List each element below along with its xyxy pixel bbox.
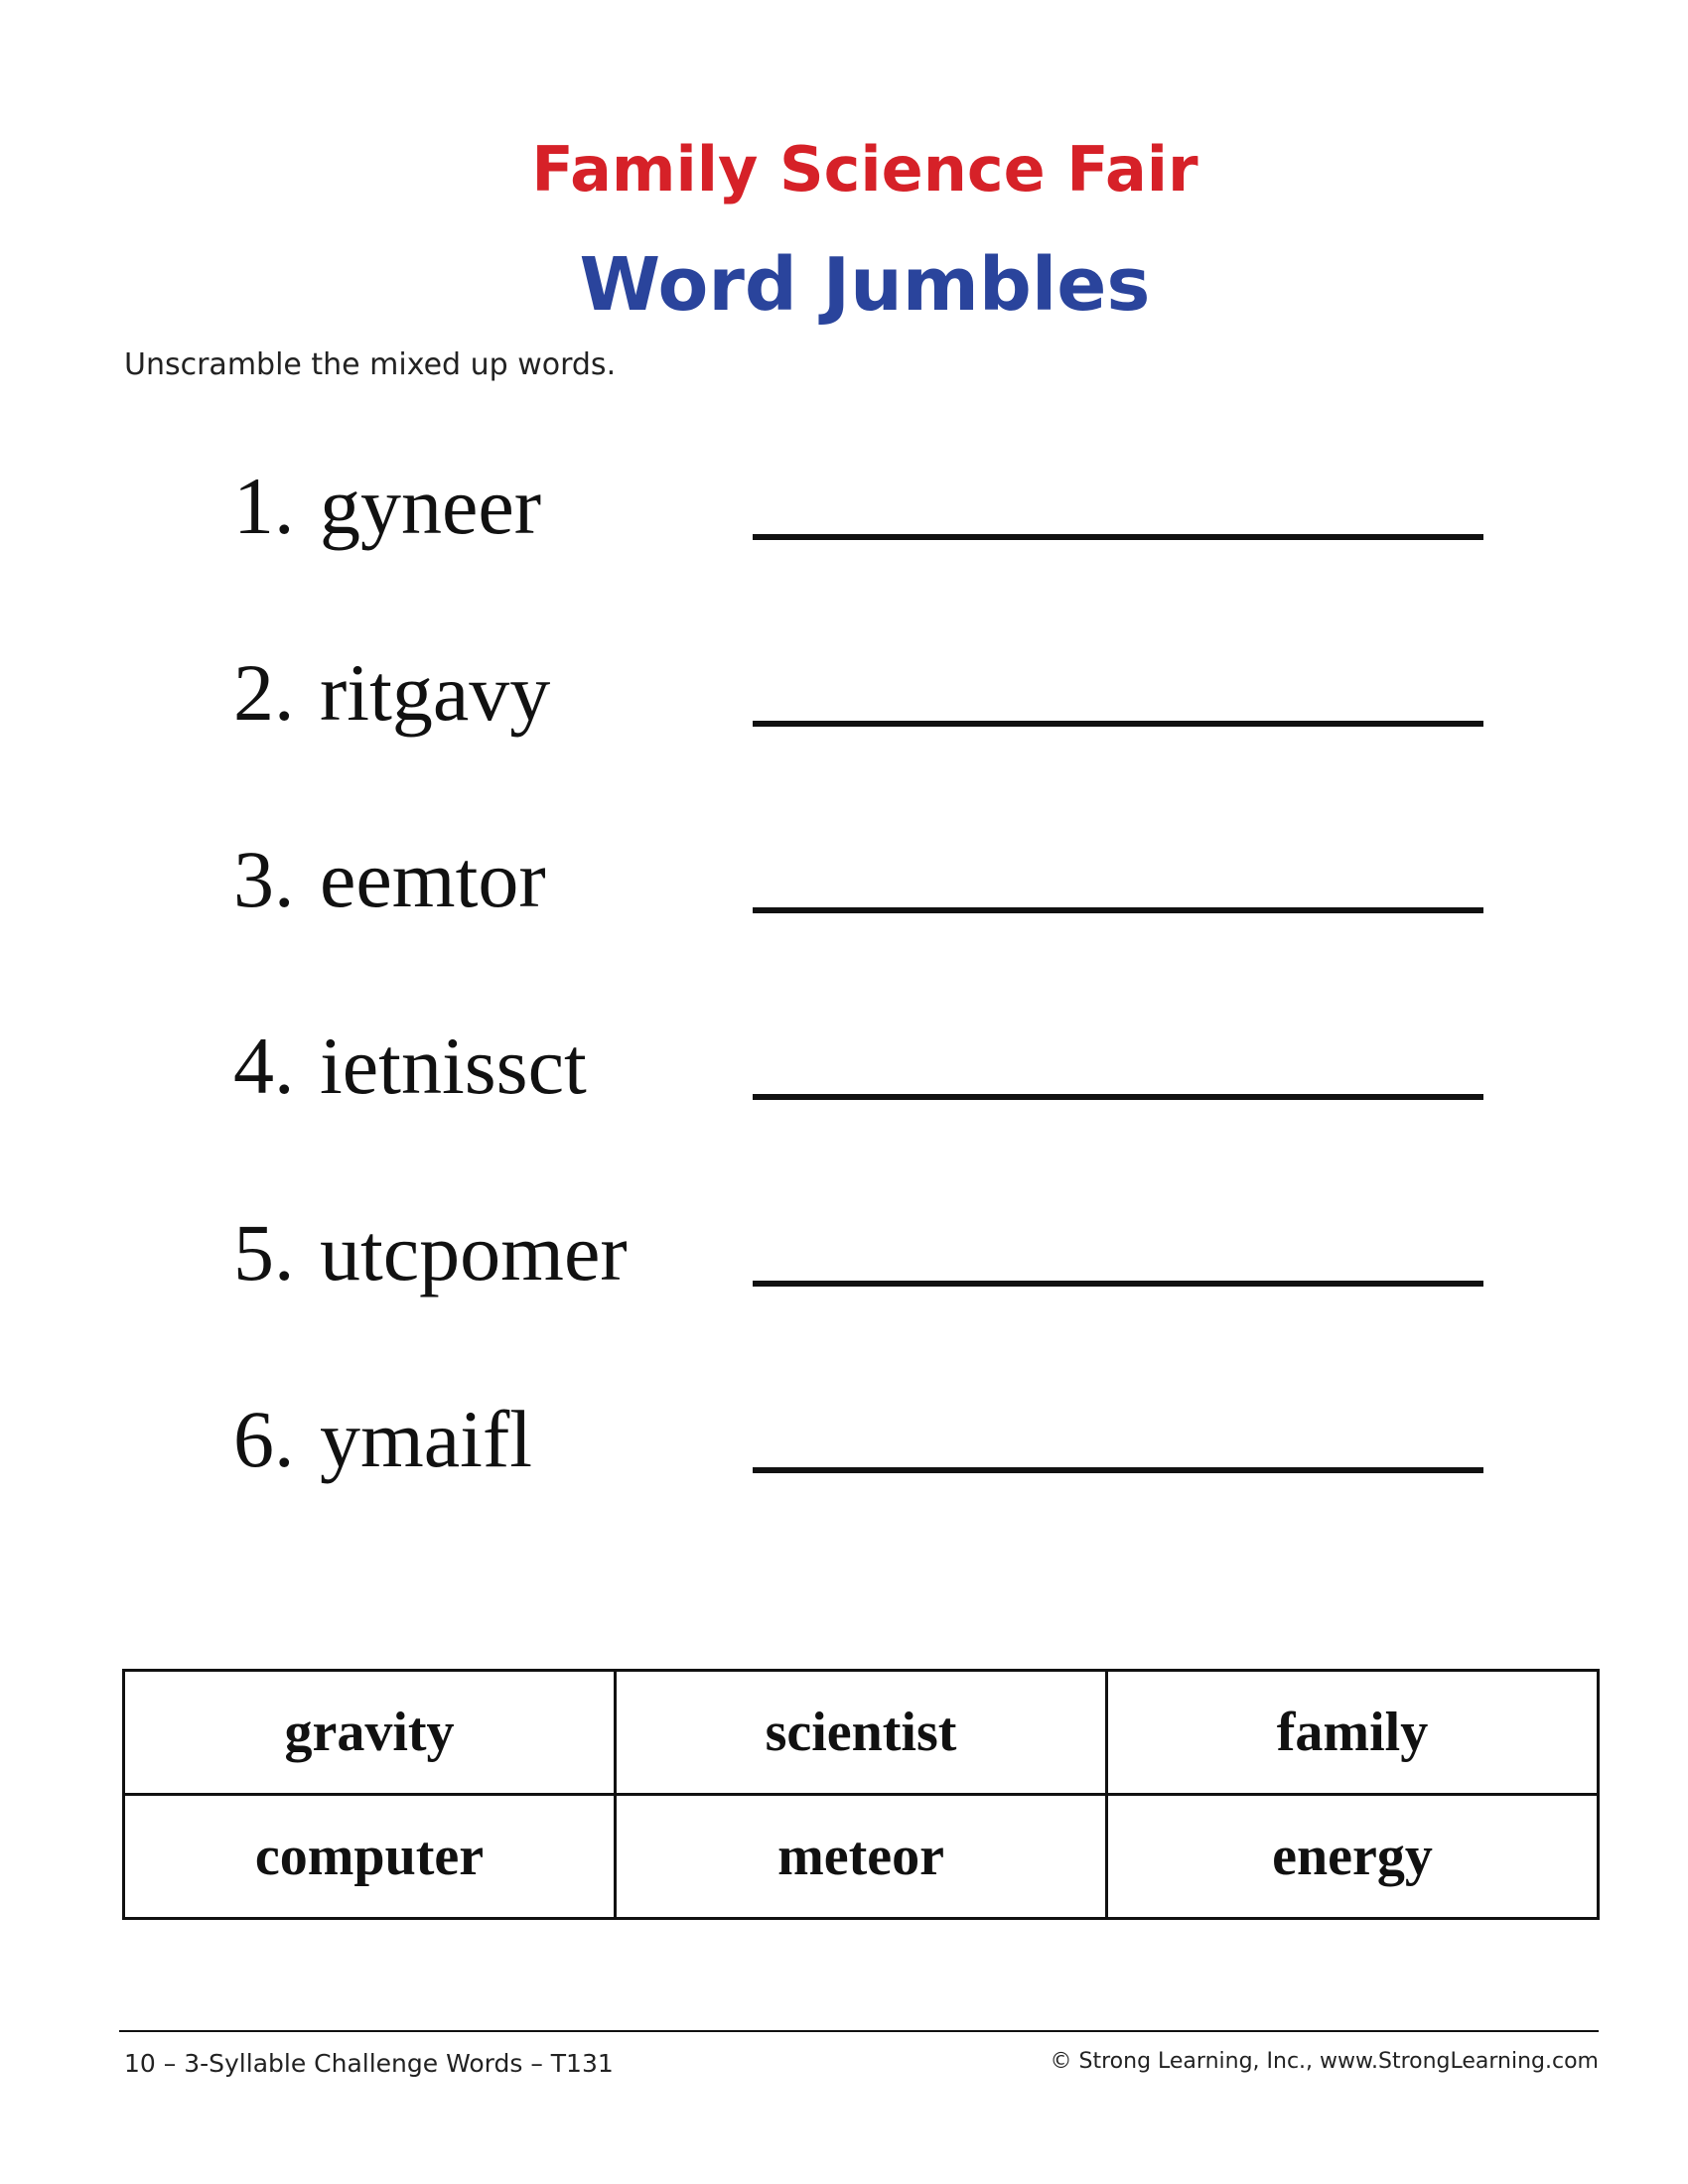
jumble-word: utcpomer: [320, 1207, 628, 1297]
word-bank-row: [124, 1671, 1599, 1795]
word-bank-cell: computer: [124, 1795, 616, 1919]
answer-line[interactable]: [753, 1467, 1483, 1473]
worksheet-title: Family Science Fair: [531, 133, 1198, 205]
word-bank-cell: meteor: [616, 1795, 1107, 1919]
word-bank-cell: gravity: [124, 1671, 616, 1795]
answer-line[interactable]: [753, 1094, 1483, 1100]
jumble-word: ymaifl: [320, 1394, 533, 1484]
jumble-item: [0, 830, 1688, 949]
jumble-number: 5.: [233, 1207, 295, 1297]
worksheet-subtitle: Word Jumbles: [579, 242, 1151, 328]
jumble-item: [0, 457, 1688, 576]
jumble-number: 6.: [233, 1394, 295, 1484]
jumble-number: 3.: [233, 834, 295, 924]
footer-page-info: 10 – 3-Syllable Challenge Words – T131: [124, 2049, 614, 2078]
jumble-word: gyneer: [320, 461, 542, 551]
jumble-item: [0, 1017, 1688, 1136]
answer-line[interactable]: [753, 534, 1483, 540]
jumble-item: [0, 1390, 1688, 1509]
footer-copyright: © Strong Learning, Inc., www.StrongLearning.com: [1050, 2049, 1599, 2074]
jumble-word: eemtor: [320, 834, 546, 924]
jumble-word: ietnissct: [320, 1021, 587, 1111]
word-bank-cell: energy: [1107, 1795, 1599, 1919]
word-bank-row: [124, 1795, 1599, 1919]
word-bank-cell: scientist: [616, 1671, 1107, 1795]
jumble-number: 4.: [233, 1021, 295, 1111]
jumble-item: [0, 1203, 1688, 1322]
jumble-number: 1.: [233, 461, 295, 551]
jumble-number: 2.: [233, 647, 295, 738]
footer-divider: [119, 2030, 1599, 2032]
word-bank-cell: family: [1107, 1671, 1599, 1795]
answer-line[interactable]: [753, 907, 1483, 913]
jumble-word: ritgavy: [320, 647, 551, 738]
jumble-item: [0, 643, 1688, 762]
answer-line[interactable]: [753, 721, 1483, 727]
word-bank-table: [122, 1669, 1600, 1920]
answer-line[interactable]: [753, 1281, 1483, 1287]
instructions-text: Unscramble the mixed up words.: [124, 347, 617, 382]
